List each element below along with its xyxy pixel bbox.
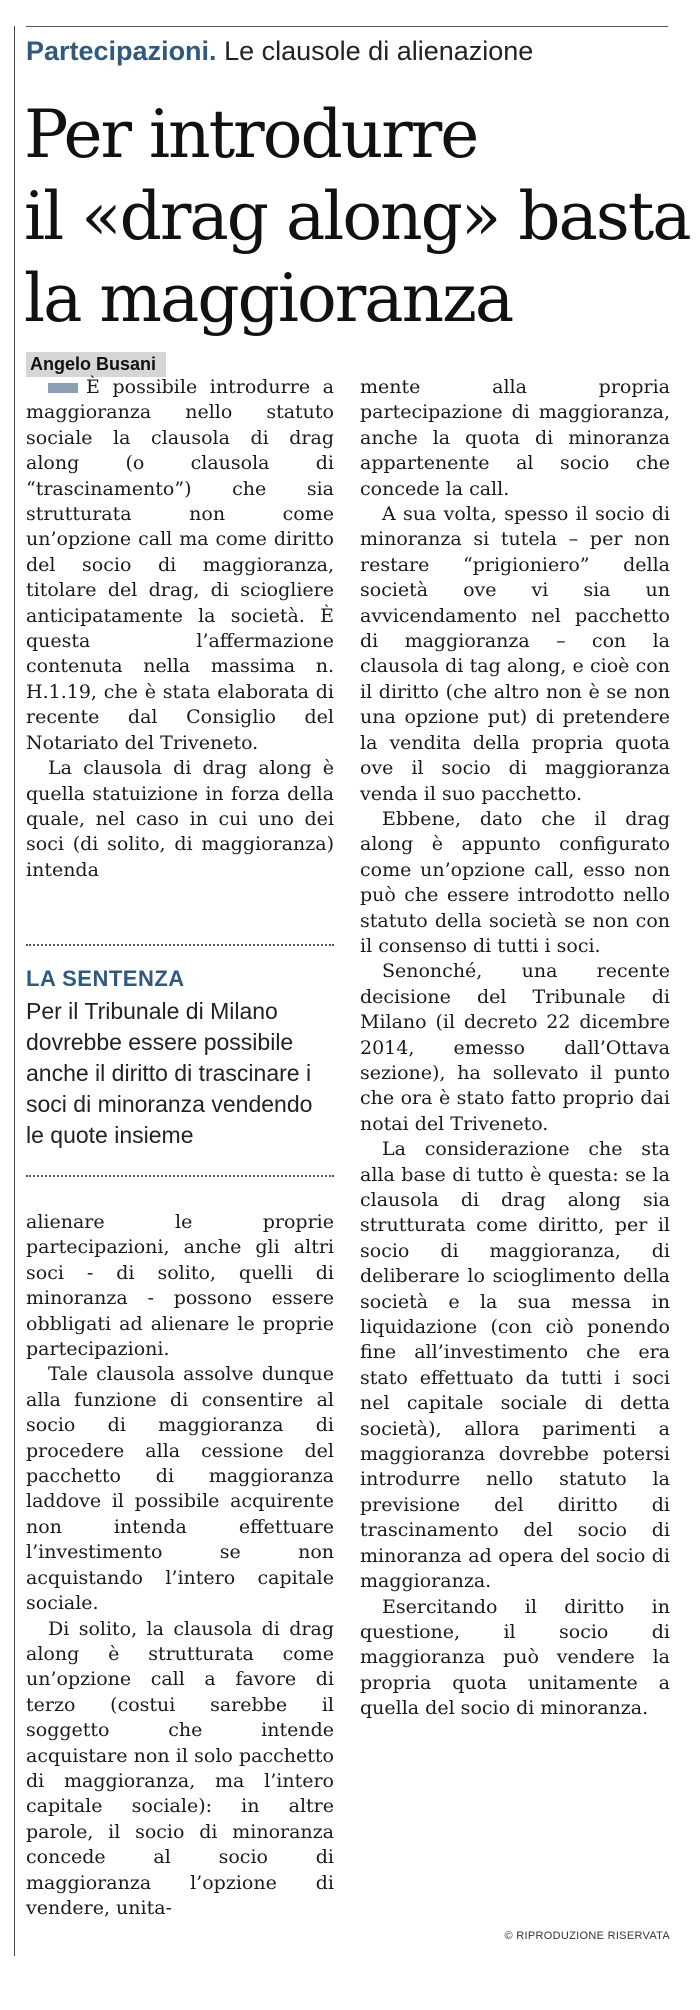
byline: Angelo Busani [26, 352, 166, 377]
callout-text: Per il Tribunale di Milano dovrebbe essere possibile anche il diritto di trascinare i soci di minoranza vendendo le quote insieme [26, 998, 313, 1148]
column-right [360, 375, 670, 1722]
paragraph: A sua volta, spesso il socio di minoranza si tutela – per non restare “prigioniero” della società ove vi sia un avvicendamento nel pacchetto di maggioranza – con la clausola di tag along, e cioè con il diritto (che altro non è se non una opzione put) di pretendere la vendita della propria quota ove il socio di maggioranza venda il suo pacchetto. [360, 503, 670, 805]
top-rule [26, 26, 668, 27]
headline [24, 94, 690, 340]
column-left-top [26, 375, 334, 883]
paragraph: La clausola di drag along è quella statuizione in forza della quale, nel caso in cui uno dei soci (di solito, di maggioranza) intenda [26, 757, 334, 881]
paragraph: mente alla propria partecipazione di maggioranza, anche la quota di minoranza appartenente al socio che concede la call. [360, 376, 670, 500]
kicker-section: Partecipazioni. [26, 36, 217, 66]
column-left-bottom [26, 1210, 334, 1921]
copyright-notice: © RIPRODUZIONE RISERVATA [504, 1930, 670, 1942]
left-border-rule [14, 26, 15, 1956]
callout-box [26, 944, 334, 1177]
paragraph: Di solito, la clausola di drag along è strutturata come un’opzione call a favore di terzo (costui sarebbe il soggetto che intende acquistare non il solo pacchetto di maggioranza, ma l’intero capitale sociale): in altre parole, il socio di minoranza concede al socio di maggioranza l’opzione di vendere, unita- [26, 1617, 334, 1919]
headline-line-2: il «drag along» basta [24, 178, 690, 255]
paragraph: Esercitando il diritto in questione, il socio di maggioranza può vendere la propria quota unitamente a quella del socio di minoranza. [360, 1595, 670, 1720]
paragraph: Ebbene, dato che il drag along è appunto configurato come un’opzione call, esso non può che essere introdotto nello statuto della società se non con il consenso di tutti i soci. [360, 807, 670, 957]
headline-line-3: la maggioranza [24, 260, 513, 337]
callout-title: LA SENTENZA [26, 966, 185, 991]
paragraph: Tale clausola assolve dunque alla funzione di consentire al socio di maggioranza di procedere alla cessione del pacchetto di maggioranza laddove il possibile acquirente non intenda effettuare l’investimento se non acquistando l’intero capitale sociale. [26, 1363, 334, 1615]
lead-marker [48, 383, 78, 393]
paragraph [26, 375, 334, 756]
paragraph-text: È possibile introdurre a maggioranza nello statuto sociale la clausola di drag along (o clausola di “trascinamento”) che sia strutturata non come un’opzione call ma come diritto del socio di maggioranza, titolare del drag, di sciogliere anticipatamente la società. È questa l’affermazione contenuta nella massima n. H.1.19, che è stata elaborata di recente dal Consiglio del Notariato del Triveneto. [26, 376, 334, 754]
kicker-topic: Le clausole di alienazione [224, 36, 534, 66]
paragraph: La considerazione che sta alla base di tutto è questa: se la clausola di drag along sia strutturata come diritto, per il socio di maggioranza, di deliberare lo scioglimento della società e la sua messa in liquidazione (con ciò ponendo fine all’investimento che era stato effettuato da tutti i soci nel capitale sociale di detta società), allora parimenti a maggioranza dovrebbe potersi introdurre nello statuto la previsione del diritto di trascinamento del socio di minoranza ad opera del socio di maggioranza. [360, 1138, 670, 1593]
headline-line-1: Per introdurre [24, 96, 478, 173]
paragraph: alienare le proprie partecipazioni, anche gli altri soci - di solito, quelli di minoranza - possono essere obbligati ad alienare le proprie partecipazioni. [26, 1211, 334, 1361]
kicker [26, 36, 533, 67]
paragraph: Senonché, una recente decisione del Tribunale di Milano (il decreto 22 dicembre 2014, emesso dall’Ottava sezione), ha sollevato il punto che ora è stato fatto proprio dai notai del Triveneto. [360, 960, 670, 1135]
